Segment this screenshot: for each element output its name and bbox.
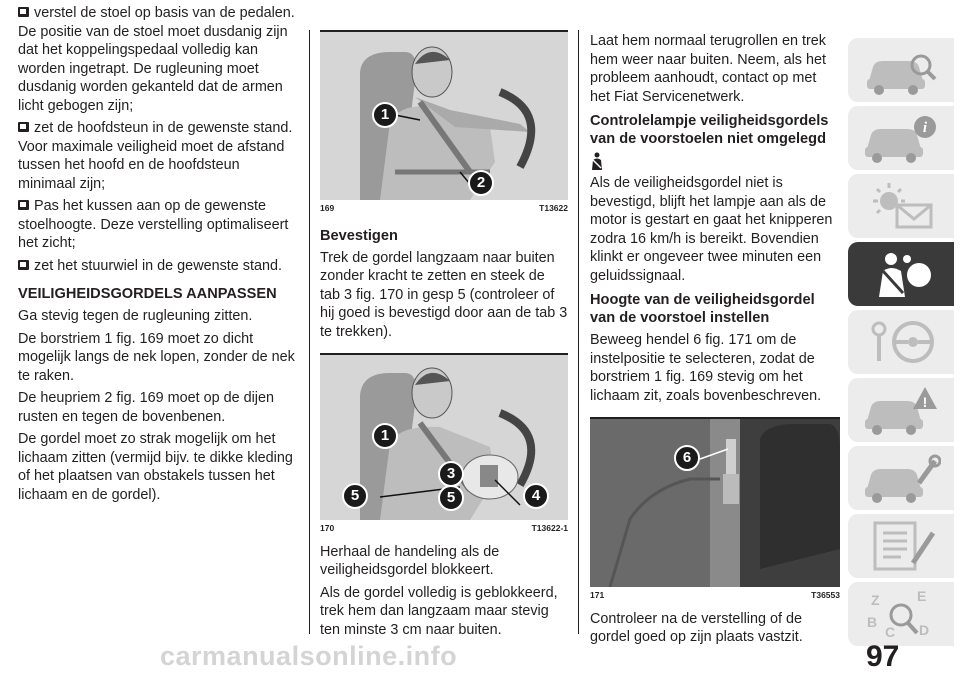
svg-text:D: D: [919, 622, 930, 638]
bullet-headrest: zet de hoofdsteun in de gewenste stand. Voor maximale veiligheid moet de afstand tussen het hoofd en de hoofdsteun minimaal zijn;: [18, 120, 293, 192]
figure-code: T13622-1: [531, 522, 568, 533]
tab-car-info[interactable]: [848, 106, 954, 170]
section-heading: Hoogte van de veiligheidsgordel van de voorstoel instellen: [590, 292, 815, 326]
figure-caption: [320, 520, 568, 533]
section-heading: Controlelampje veiligheidsgordels van de voorstoelen niet omgelegd: [590, 113, 829, 147]
svg-text:E: E: [917, 588, 927, 604]
tab-warning-lights[interactable]: [848, 174, 954, 238]
car-info-icon: [861, 111, 941, 165]
paragraph: Beweeg hendel 6 fig. 171 om de instelpositie te selecteren, zodat de borstriem 1 fig. 169 stevig om het lichaam zit, zoals bovenbeschreven.: [590, 332, 822, 404]
figure-number: 169: [320, 202, 335, 213]
figure-number: 170: [320, 522, 335, 533]
paragraph: Laat hem normaal terugrollen en trek hem weer naar buiten. Neem, als het probleem aanhoudt, contact op met het Fiat Servicenetwerk.: [590, 33, 826, 105]
driver-seatbelt-illustration: [320, 32, 568, 200]
section-heading: VEILIGHEIDSGORDELS AANPASSEN: [18, 286, 277, 302]
paragraph: De borstriem 1 fig. 169 moet zo dicht mogelijk langs de nek lopen, zonder de nek te raken.: [18, 330, 295, 384]
figure-171: [590, 417, 840, 600]
tab-checklist[interactable]: [848, 514, 954, 578]
tab-seatbelt-airbag[interactable]: [848, 242, 954, 306]
svg-text:C: C: [885, 624, 896, 640]
svg-text:B: B: [867, 614, 878, 630]
figure-caption: [590, 587, 840, 600]
watermark: carmanualsonline.info: [160, 641, 458, 671]
tab-alphabet-index[interactable]: [848, 582, 954, 646]
car-wrench-icon: [861, 451, 941, 505]
paragraph: De heupriem 2 fig. 169 moet op de dijen rusten en tegen de bovenbenen.: [18, 390, 274, 425]
callout-1: 1: [372, 102, 398, 128]
paragraph: Herhaal de handeling als de veiligheidsgordel blokkeert.: [320, 543, 500, 578]
callout-5-right: 5: [438, 485, 464, 511]
figure-169: [320, 30, 568, 213]
bullet-steering: zet het stuurwiel in de gewenste stand.: [18, 257, 300, 276]
figure-caption: [320, 200, 568, 213]
warning-lights-icon: [861, 179, 941, 233]
page-number: 97: [866, 640, 900, 673]
column-middle: [320, 30, 568, 643]
paragraph: Ga stevig tegen de rugleuning zitten.: [18, 308, 253, 324]
callout-4: 4: [523, 483, 549, 509]
svg-text:i: i: [922, 120, 928, 136]
callout-2: 2: [468, 170, 494, 196]
callout-5-left: 5: [342, 483, 368, 509]
seatbelt-airbag-icon: [861, 247, 941, 301]
paragraph: Als de gordel volledig is geblokkeerd, trek hem dan langzaam maar stevig ten minste 3 cm naar buiten.: [320, 584, 558, 638]
belt-height-adjuster-photo: [590, 419, 840, 587]
paragraph: Als de veiligheidsgordel niet is bevestigd, blijft het lampje aan als de motor is gestart en gaat het knipperen zodra 16 km/h is bereikt. Bovendien klinkt er ongeveer twee minuten een geluidssignaal.: [590, 175, 833, 284]
figure-image: [590, 419, 840, 587]
checklist-icon: [861, 519, 941, 573]
car-search-icon: [861, 43, 941, 97]
tab-car-search[interactable]: [848, 38, 954, 102]
figure-image: [320, 32, 568, 200]
checkbox-bullet-icon: [18, 7, 29, 17]
column-right: [590, 32, 840, 651]
tab-car-wrench[interactable]: [848, 446, 954, 510]
key-steering-wheel-icon: [861, 315, 941, 369]
section-heading: Bevestigen: [320, 227, 398, 244]
figure-image: [320, 355, 568, 520]
figure-code: T13622: [539, 202, 568, 213]
column-left: [18, 4, 300, 508]
figure-number: 171: [590, 589, 605, 600]
tab-key-steering-wheel[interactable]: [848, 310, 954, 374]
checkbox-bullet-icon: [18, 200, 29, 210]
checkbox-bullet-icon: [18, 260, 29, 270]
callout-1: 1: [372, 423, 398, 449]
figure-code: T36553: [811, 589, 840, 600]
callout-6: 6: [674, 445, 700, 471]
seatbelt-warning-icon: [590, 152, 604, 170]
callout-3: 3: [438, 461, 464, 487]
tab-car-warning[interactable]: [848, 378, 954, 442]
bullet-cushion: Pas het kussen aan op de gewenste stoelhoogte. Deze verstelling optimaliseert het zicht;: [18, 198, 289, 251]
paragraph: Trek de gordel langzaam naar buiten zonder kracht te zetten en steek de tab 3 fig. 170 in gesp 5 (controleer of hij goed is bevestigd door aan de tab 3 te trekken).: [320, 249, 568, 340]
column-divider: [578, 30, 579, 634]
car-warning-icon: [861, 383, 941, 437]
alphabet-index-icon: [861, 587, 941, 641]
bullet-seat: verstel de stoel op basis van de pedalen. De positie van de stoel moet dusdanig zijn dat het koppelingspedaal volledig kan worden ingetrapt. De rugleuning moet dusdanig worden gekanteld dat de armen licht gebogen zijn;: [18, 5, 295, 114]
figure-170: [320, 353, 568, 533]
paragraph: Controleer na de verstelling of de gordel goed op zijn plaats vastzit.: [590, 610, 803, 645]
column-divider: [309, 30, 310, 634]
svg-text:Z: Z: [871, 592, 880, 608]
paragraph: De gordel moet zo strak mogelijk om het lichaam zitten (vermijd bijv. te dikke kleding of het plaatsen van obstakels tussen het lichaam en de gordel).: [18, 431, 293, 503]
svg-text:!: !: [922, 394, 928, 410]
checkbox-bullet-icon: [18, 122, 29, 132]
